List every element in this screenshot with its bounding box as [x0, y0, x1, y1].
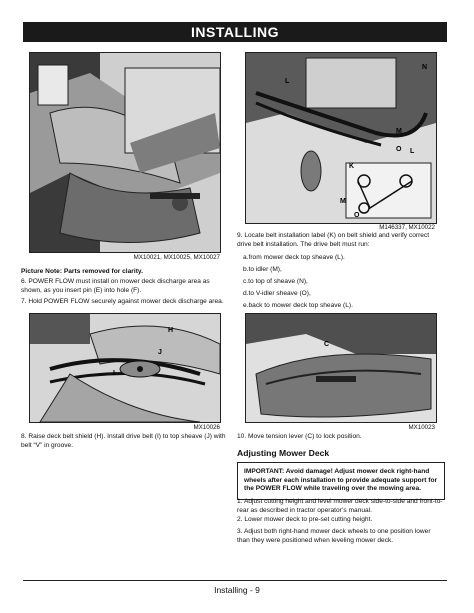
- callout-l-label: L: [410, 148, 415, 155]
- figure-3-caption: MX10026: [193, 424, 220, 431]
- callout-o: O: [396, 146, 402, 153]
- callout-h: H: [168, 327, 174, 334]
- adjust-step-2: 2. Lower mower deck to pre-set cutting height.: [237, 516, 373, 523]
- callout-m: M: [396, 128, 402, 135]
- step-10-text: 10. Move tension lever (C) to lock position.: [237, 433, 362, 440]
- figure-4-caption: MX10023: [408, 424, 435, 431]
- callout-j: J: [158, 349, 162, 356]
- callout-m-label: M: [340, 198, 346, 205]
- page-header-bar: [23, 22, 447, 42]
- callout-o-label: O: [354, 212, 360, 219]
- figure-belt-shield-illustration: [30, 314, 220, 422]
- step-9-sublist: [243, 250, 443, 310]
- figure-belt-label: [245, 52, 437, 224]
- figure-2-caption: M146337, MX10022: [379, 224, 435, 231]
- page-footer: Installing - 9: [214, 585, 260, 595]
- step-6-text: 6. POWER FLOW must install on mower deck discharge area as shown, as you insert pin (E) into hole (F).: [21, 278, 210, 294]
- step-8-text: 8. Raise deck belt shield (H). Install drive belt (I) to top sheave (J) with belt “V” in groove.: [21, 433, 226, 449]
- sublist-item-d: d.to V-idler sheave (O),: [243, 289, 311, 297]
- sublist-item-e: e.back to mower deck top sheave (L).: [243, 301, 353, 309]
- figure-belt-label-illustration: [246, 53, 436, 223]
- callout-n: N: [422, 64, 428, 71]
- footer-rule: [23, 580, 447, 581]
- callout-i: I: [113, 370, 115, 377]
- sublist-item-b: b.to idler (M),: [243, 265, 282, 273]
- picture-note: Picture Note: Parts removed for clarity.: [21, 268, 143, 275]
- figure-1-caption: MX10021, MX10025, MX10027: [133, 254, 220, 261]
- figure-power-flow-install-illustration: [30, 53, 220, 252]
- callout-l-top: L: [285, 78, 290, 85]
- figure-power-flow-install: [29, 52, 221, 253]
- callout-c: C: [324, 341, 330, 348]
- adjust-step-3: 3. Adjust both right-hand mower deck wheels to one position lower than they were positioned when leveling mower deck.: [237, 528, 431, 544]
- figure-tension-lever-illustration: [246, 314, 436, 422]
- sublist-item-c: c.to top of sheave (N),: [243, 277, 308, 285]
- callout-k: K: [349, 163, 355, 170]
- step-7-text: 7. Hold POWER FLOW securely against mower deck discharge area.: [21, 298, 224, 305]
- step-9-text: 9. Locate belt installation label (K) on belt shield and verify correct drive belt installation. The drive belt must run:: [237, 232, 430, 248]
- figure-belt-shield: [29, 313, 221, 423]
- section-heading: Adjusting Mower Deck: [237, 448, 330, 458]
- important-notice: IMPORTANT: Avoid damage! Adjust mower deck right-hand wheels after each installation to provide adequate support for the POWER FLOW while traveling over the mowing area.: [237, 462, 445, 500]
- adjust-step-1: 1. Adjust cutting height and level mower deck side-to-side and front-to-rear as described in tractor operator’s manual.: [237, 498, 443, 514]
- figure-tension-lever: [245, 313, 437, 423]
- sublist-item-a: a.from mower deck top sheave (L).: [243, 253, 345, 261]
- page-title: INSTALLING: [191, 24, 279, 40]
